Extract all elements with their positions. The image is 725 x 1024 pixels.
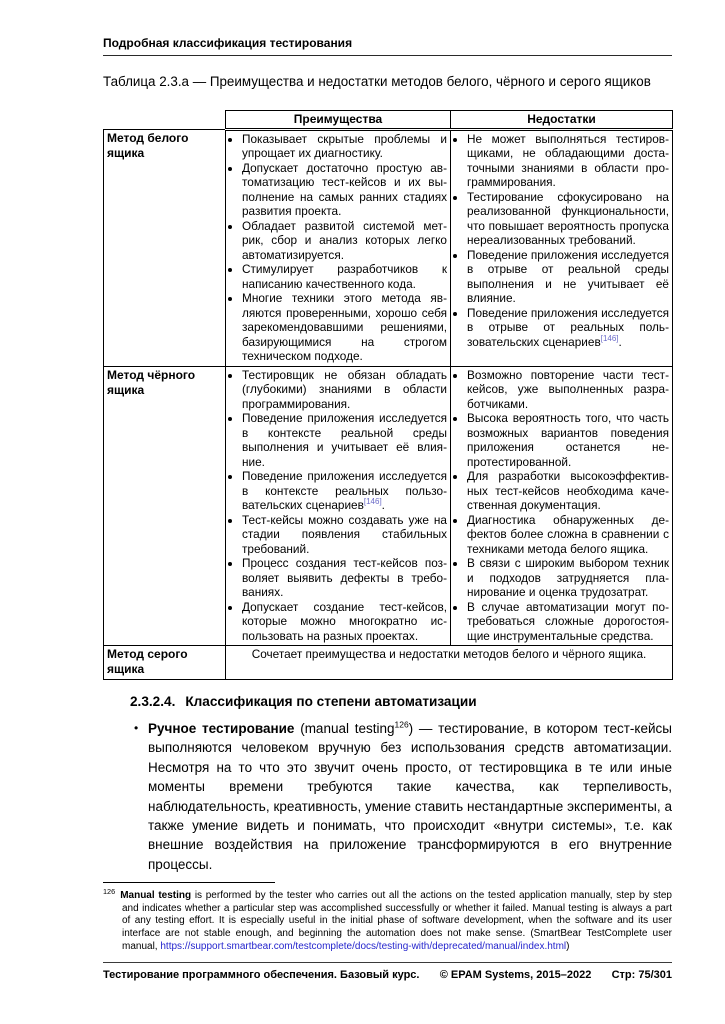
section-heading [130, 694, 672, 709]
footnote-lead-term: Manual testing [120, 890, 192, 901]
bullet-marker-icon: • [134, 721, 139, 735]
table-bullet-item: • Для разработки высокоэффективных тест-кейсов необходима качественная документация. [467, 469, 669, 513]
section-number: 2.3.2.4. [130, 694, 176, 709]
running-header: Подробная классификация тестирования [103, 36, 672, 56]
table-bullet-item: • Обладает развитой системой метрик, сбор и анализ которых легко автоматизируется. [242, 219, 447, 263]
column-header-advantages: Преимущества [226, 111, 451, 130]
footer-copyright: © EPAM Systems, 2015–2022 [439, 969, 592, 981]
white-box-disadvantages-cell [451, 129, 673, 366]
gray-box-summary-cell: Сочетает преимущества и недостатки методов белого и чёрного ящика. [226, 646, 673, 680]
page-footer [103, 962, 672, 981]
manual-testing-term-en: (manual testing [294, 721, 395, 736]
table-row-black-box [104, 366, 673, 646]
footnote-text [103, 886, 672, 954]
manual-testing-paragraph [148, 719, 672, 874]
black-box-advantages-cell [226, 366, 451, 646]
manual-testing-bullet [134, 719, 672, 874]
table-bullet-item: • Высока вероятность того, что часть возможных вариантов поведения приложения останется непротестированной. [467, 411, 669, 469]
white-box-disadvantages-list [454, 132, 669, 350]
table-bullet-item: • Поведение приложения исследуется в контексте реальных пользовательских сценариев[146]. [242, 469, 447, 513]
white-box-advantages-list [229, 132, 447, 364]
footnote-number: 126 [103, 886, 116, 896]
crossref-link[interactable]: [146] [600, 333, 619, 343]
crossref-link[interactable]: [146] [363, 497, 382, 507]
white-box-advantages-cell [226, 129, 451, 366]
table-bullet-item: • Поведение приложения исследуется в отрыве от реальной среды выполнения и не учитывает её влияние. [467, 248, 669, 306]
footnote-block [103, 882, 672, 954]
table-bullet-item: • Процесс создания тест-кейсов позволяет выявить дефекты в требованиях. [242, 556, 447, 600]
footer-book-title: Тестирование программного обеспечения. Базовый курс. [103, 969, 420, 981]
table-bullet-item: • Диагностика обнаруженных дефектов более сложна в сравнении с техниками метода белого ящика. [467, 513, 669, 557]
manual-testing-definition: ) — тестирование, в котором тест-кейсы выполняются человеком вручную без использования средств автоматизации. Несмотря на то что это звучит очень просто, от тестировщика в те или иные моменты времени требуются такие качества, как терпеливость, наблюдательность, креативность, умение ставить нестандартные эксперименты, а также умение видеть и понимать, что происходит «внутри системы», т.е. как внешние воздействия на приложение трансформируются в его внутренние процессы. [148, 721, 672, 872]
table-bullet-item: • Тест-кейсы можно создавать уже на стадии появления стабильных требований. [242, 513, 447, 557]
footer-page-number: Стр: 75/301 [611, 969, 672, 981]
table-bullet-item: • Допускает создание тест-кейсов, которые можно многократно использовать на разных проектах. [242, 600, 447, 644]
table-bullet-item: • Показывает скрытые проблемы и упрощает их диагностику. [242, 132, 447, 161]
footnote-closing: ) [566, 940, 570, 952]
method-name-gray-box: Метод серого ящика [104, 646, 226, 680]
manual-testing-term: Ручное тестирование [148, 721, 295, 736]
footnote-separator [103, 882, 275, 883]
table-bullet-item: • Поведение приложения исследуется в отрыве от реальных пользовательских сценариев[146]. [467, 306, 669, 350]
table-row-white-box [104, 129, 673, 366]
method-name-black-box: Метод чёрного ящика [104, 366, 226, 646]
black-box-advantages-list [229, 368, 447, 644]
table-bullet-item: • В случае автоматизации могут потребоваться сложные дорогостоящие инструментальные средства. [467, 600, 669, 644]
table-bullet-item: • Стимулирует разработчиков к написанию качественного кода. [242, 262, 447, 291]
table-bullet-item: • Возможно повторение части тест-кейсов, уже выполненных разработчиками. [467, 368, 669, 412]
footnote-body: is performed by the tester who carries out all the actions on the tested application manually, step by step and indicates whether a particular step was accomplished successfully or whether it failed. Manual testing is always a part of any testing effort. It is especially useful in the initial phase of software development, when the software and its user interface are not stable enough, and beginning the automation does not make sense. (SmartBear TestComplete user manual, [122, 890, 672, 952]
footnote-ref-126[interactable]: 126 [394, 719, 409, 730]
method-name-white-box: Метод белого ящика [104, 129, 226, 366]
table-row-gray-box [104, 646, 673, 680]
table-bullet-item: • Тестирование сфокусировано на реализованной функциональности, что повышает вероятность пропуска нереализованных требований. [467, 190, 669, 248]
comparison-table [103, 110, 673, 680]
black-box-disadvantages-cell [451, 366, 673, 646]
table-bullet-item: • Допускает достаточно простую автоматизацию тест-кейсов и их выполнение на самых ранних стадиях развития проекта. [242, 161, 447, 219]
table-bullet-item: • Многие техники этого метода являются проверенными, хорошо себя зарекомендовавшими решениями, базирующимися на строгом техническом подходе. [242, 291, 447, 364]
table-bullet-item: • Тестировщик не обязан обладать (глубокими) знаниями в области программирования. [242, 368, 447, 412]
black-box-disadvantages-list [454, 368, 669, 644]
footnote-url-link[interactable]: https://support.smartbear.com/testcomplete/docs/testing-with/deprecated/manual/index.html [160, 940, 567, 952]
section-title: Классификация по степени автоматизации [185, 694, 477, 709]
table-bullet-item: • Не может выполняться тестировщиками, не обладающими достаточными знаниями в области программирования. [467, 132, 669, 190]
column-header-disadvantages: Недостатки [451, 111, 673, 130]
table-bullet-item: • Поведение приложения исследуется в контексте реальной среды выполнения и учитывает её влияние. [242, 411, 447, 469]
table-header-row [104, 111, 673, 130]
table-corner-empty-cell [104, 111, 226, 130]
table-caption: Таблица 2.3.а — Преимущества и недостатки методов белого, чёрного и серого ящиков [103, 74, 651, 89]
table-bullet-item: • В связи с широким выбором техник и подходов затрудняется планирование и оценка трудозатрат. [467, 556, 669, 600]
